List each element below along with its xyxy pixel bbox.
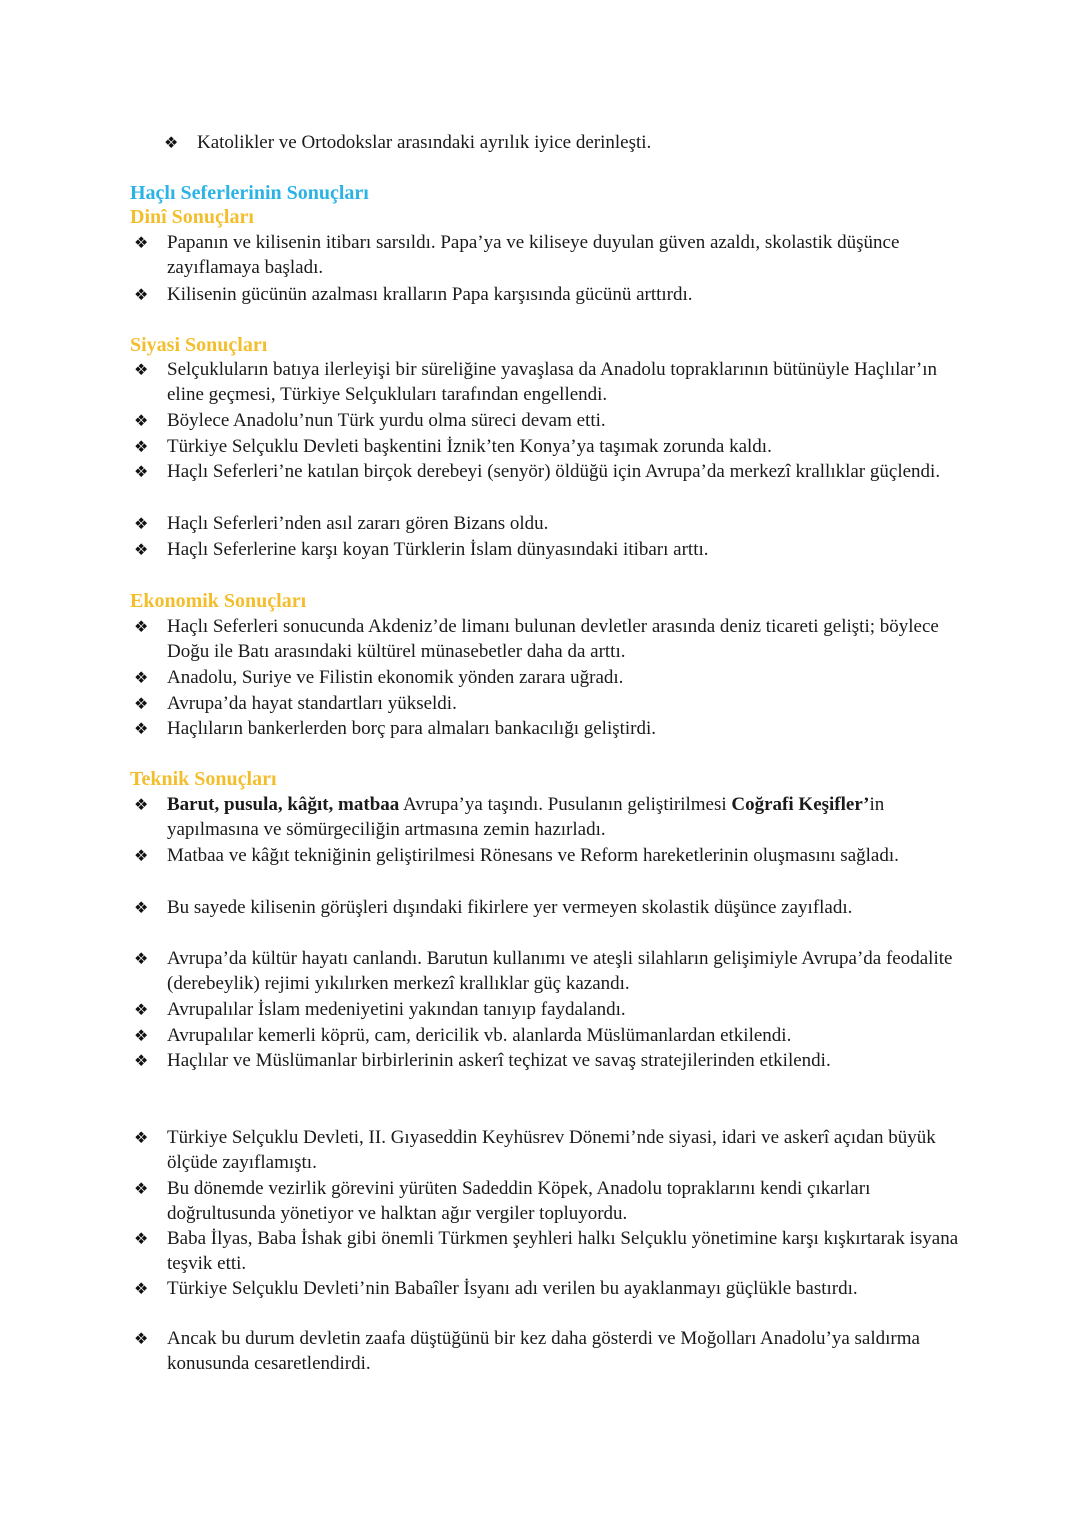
list-item [130, 537, 960, 562]
list-item [130, 716, 960, 741]
diamond-bullet-icon: ❖ [134, 1229, 149, 1248]
list-item [130, 1048, 960, 1073]
diamond-bullet-icon: ❖ [134, 514, 149, 533]
list-item-text: Bu sayede kilisenin görüşleri dışındaki fikirlere yer vermeyen skolastik düşünce zayıfladı. [167, 897, 853, 918]
list-item [130, 282, 960, 307]
list-item [130, 792, 960, 842]
list-item [130, 1226, 960, 1276]
list-item-text: Avrupalılar kemerli köprü, cam, dericilik vb. alanlarda Müslümanlardan etkilendi. [167, 1025, 792, 1046]
list-item-text: Baba İlyas, Baba İshak gibi önemli Türkmen şeyhleri halkı Selçuklu yönetimine karşı kışkırtarak isyana teşvik etti. [167, 1228, 959, 1274]
list-item-text: Matbaa ve kâğıt tekniğinin geliştirilmesi Rönesans ve Reform hareketlerinin oluşmasını sağladı. [167, 845, 899, 866]
list-item [130, 1023, 960, 1048]
list-item-text: Haçlılar ve Müslümanlar birbirlerinin askerî teçhizat ve savaş stratejilerinden etkilendi. [167, 1050, 831, 1071]
list-item-text: Selçukluların batıya ilerleyişi bir süreliğine yavaşlasa da Anadolu topraklarının bütünüyle Haçlılar’ın eline geçmesi, Türkiye Selçukluları tarafından engellendi. [167, 359, 937, 405]
list-item-text: Haçlı Seferlerine karşı koyan Türklerin İslam dünyasındaki itibarı arttı. [167, 539, 709, 560]
diamond-bullet-icon: ❖ [134, 233, 149, 252]
list-item-text: Türkiye Selçuklu Devleti’nin Babaîler İsyanı adı verilen bu ayaklanmayı güçlükle bastırdı. [167, 1278, 858, 1299]
list-item [130, 665, 960, 690]
list-item-text: Haçlı Seferleri’ne katılan birçok derebeyi (senyör) öldüğü için Avrupa’da merkezî krallıklar güçlendi. [167, 461, 941, 482]
list-item-text: Haçlıların bankerlerden borç para almaları bankacılığı geliştirdi. [167, 718, 657, 739]
list-item [130, 895, 960, 920]
list-item-text: Haçlı Seferleri’nden asıl zararı gören Bizans oldu. [167, 513, 549, 534]
list-item-text: Anadolu, Suriye ve Filistin ekonomik yönden zarara uğradı. [167, 667, 624, 688]
diamond-bullet-icon: ❖ [134, 846, 149, 865]
diamond-bullet-icon: ❖ [134, 437, 149, 456]
dini-heading: Dinî Sonuçları [130, 206, 254, 228]
list-item [130, 357, 960, 407]
list-item [130, 691, 960, 716]
diamond-bullet-icon: ❖ [134, 285, 149, 304]
ekonomik-heading: Ekonomik Sonuçları [130, 590, 307, 612]
diamond-bullet-icon: ❖ [134, 668, 149, 687]
list-item-text: Türkiye Selçuklu Devleti, II. Gıyaseddin Keyhüsrev Dönemi’nde siyasi, idari ve askerî açıdan büyük ölçüde zayıflamıştı. [167, 1127, 936, 1173]
diamond-bullet-icon: ❖ [134, 1329, 149, 1348]
list-item-text: Avrupa’da hayat standartları yükseldi. [167, 693, 457, 714]
diamond-bullet-icon: ❖ [134, 462, 149, 481]
diamond-bullet-icon: ❖ [134, 1000, 149, 1019]
list-item-text: Bu dönemde vezirlik görevini yürüten Sadeddin Köpek, Anadolu topraklarını kendi çıkarları doğrultusunda yönetiyor ve halktan ağır vergiler topluyordu. [167, 1178, 871, 1224]
list-item [130, 614, 960, 664]
list-item [130, 843, 960, 868]
list-item [130, 997, 960, 1022]
diamond-bullet-icon: ❖ [134, 949, 149, 968]
list-item-text: Katolikler ve Ortodokslar arasındaki ayrılık iyice derinleşti. [197, 132, 652, 153]
text-run: in yapılmasına ve sömürgeciliğin artmasına zemin hazırladı. [167, 794, 885, 840]
list-item [160, 130, 960, 155]
list-item-text: Türkiye Selçuklu Devleti başkentini İznik’ten Konya’ya taşımak zorunda kaldı. [167, 436, 772, 457]
diamond-bullet-icon: ❖ [134, 1051, 149, 1070]
diamond-bullet-icon: ❖ [134, 1279, 149, 1298]
section-title: Haçlı Seferlerinin Sonuçları [130, 182, 369, 204]
diamond-bullet-icon: ❖ [134, 1179, 149, 1198]
diamond-bullet-icon: ❖ [134, 795, 149, 814]
diamond-bullet-icon: ❖ [164, 133, 179, 152]
diamond-bullet-icon: ❖ [134, 540, 149, 559]
siyasi-heading: Siyasi Sonuçları [130, 334, 268, 356]
bold-phrase: Coğrafi Keşifler’ [731, 794, 870, 815]
list-item [130, 1326, 960, 1376]
bold-phrase: Barut, pusula, kâğıt, matbaa [167, 794, 400, 815]
list-item [130, 434, 960, 459]
list-item-text: Avrupalılar İslam medeniyetini yakından tanıyıp faydalandı. [167, 999, 626, 1020]
diamond-bullet-icon: ❖ [134, 617, 149, 636]
list-item [130, 408, 960, 433]
teknik-heading: Teknik Sonuçları [130, 768, 277, 790]
list-item [130, 1176, 960, 1226]
list-item [130, 511, 960, 536]
list-item [130, 1276, 960, 1301]
list-item-text: Kilisenin gücünün azalması kralların Papa karşısında gücünü arttırdı. [167, 284, 693, 305]
list-item-text: Haçlı Seferleri sonucunda Akdeniz’de limanı bulunan devletler arasında deniz ticareti gelişti; böylece Doğu ile Batı arasındaki kültürel münasebetler daha da arttı. [167, 616, 939, 662]
text-run: Avrupa’ya taşındı. Pusulanın geliştirilmesi [399, 794, 732, 815]
diamond-bullet-icon: ❖ [134, 1128, 149, 1147]
list-item [130, 946, 960, 996]
diamond-bullet-icon: ❖ [134, 694, 149, 713]
list-item [130, 1125, 960, 1175]
list-item-text: Böylece Anadolu’nun Türk yurdu olma süreci devam etti. [167, 410, 606, 431]
diamond-bullet-icon: ❖ [134, 898, 149, 917]
diamond-bullet-icon: ❖ [134, 1026, 149, 1045]
list-item [130, 230, 960, 280]
list-item-text: Ancak bu durum devletin zaafa düştüğünü bir kez daha gösterdi ve Moğolları Anadolu’ya saldırma konusunda cesaretlendirdi. [167, 1328, 920, 1374]
list-item-text: Papanın ve kilisenin itibarı sarsıldı. Papa’ya ve kiliseye duyulan güven azaldı, skolastik düşünce zayıflamaya başladı. [167, 232, 900, 278]
list-item [130, 459, 960, 484]
list-item-text: Avrupa’da kültür hayatı canlandı. Barutun kullanımı ve ateşli silahların gelişimiyle Avrupa’da feodalite (derebeylik) rejimi yıkılırken merkezî krallıklar güç kazandı. [167, 948, 953, 994]
list-item-text [167, 792, 960, 842]
diamond-bullet-icon: ❖ [134, 360, 149, 379]
diamond-bullet-icon: ❖ [134, 411, 149, 430]
diamond-bullet-icon: ❖ [134, 719, 149, 738]
